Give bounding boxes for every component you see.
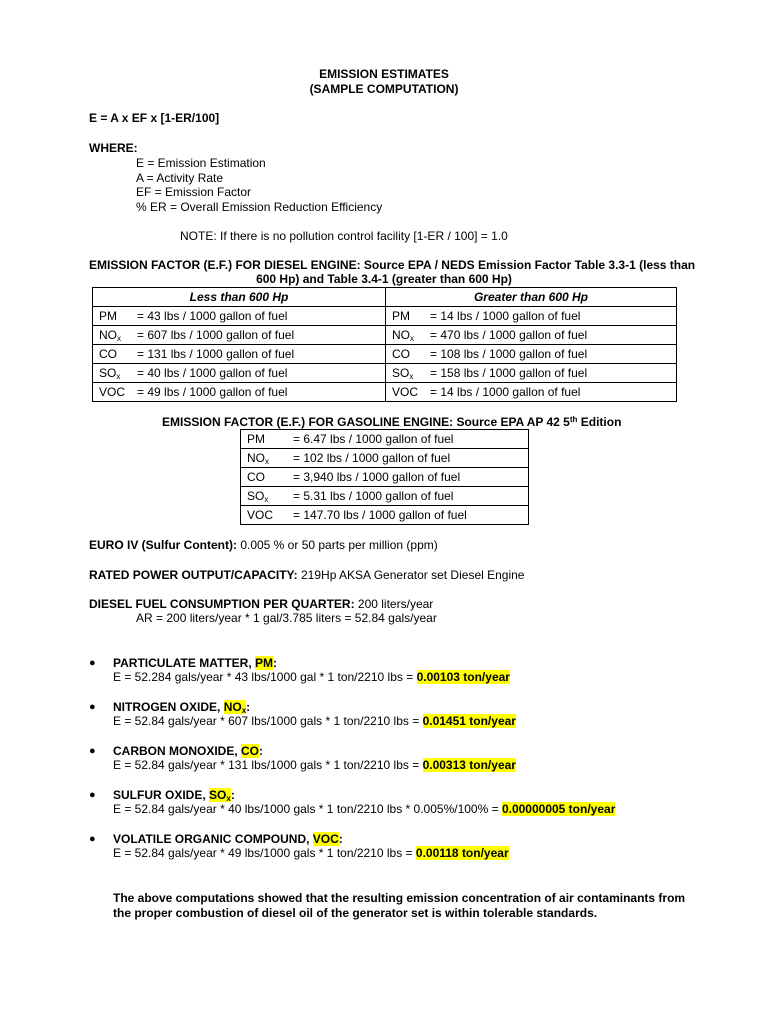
bullet-icon: ●: [89, 789, 96, 801]
fuel-consumption-line: DIESEL FUEL CONSUMPTION PER QUARTER: 200 liters/year: [89, 597, 434, 611]
table-cell: $SO_x = 5.31$ lbs / 1000 gallon of fuel: [241, 487, 529, 506]
euro-iv-line: EURO IV (Sulfur Content): 0.005 % or 50 parts per million (ppm): [89, 538, 438, 552]
diesel-table-header: [93, 288, 677, 307]
pollutant-co-equation: E = 52.84 gals/year * 131 lbs/1000 gals * 1 ton/2210 lbs = 0.00313 ton/year: [113, 758, 516, 772]
table-row: [93, 383, 677, 402]
conclusion-line1: The above computations showed that the resulting emission concentration of air contaminants from: [113, 891, 686, 905]
note: NOTE: If there is no pollution control facility [1-ER / 100] = 1.0: [180, 229, 508, 243]
bullet-icon: ●: [89, 833, 96, 845]
diesel-emission-table: [92, 287, 677, 402]
definition-a: A = Activity Rate: [136, 171, 224, 185]
table-row: [93, 326, 677, 345]
pollutant-voc-equation: E = 52.84 gals/year * 49 lbs/1000 gals * 1 ton/2210 lbs = 0.00118 ton/year: [113, 846, 509, 860]
pollutant-pm-equation: E = 52.284 gals/year * 43 lbs/1000 gal * 1 ton/2210 lbs = 0.00103 ton/year: [113, 670, 510, 684]
document-title: EMISSION ESTIMATES: [319, 67, 449, 81]
activity-rate-line: AR = 200 liters/year * 1 gal/3.785 liters = 52.84 gals/year: [136, 611, 437, 625]
definition-er: % ER = Overall Emission Reduction Efficiency: [136, 200, 383, 214]
rated-power-line: RATED POWER OUTPUT/CAPACITY: 219Hp AKSA Generator set Diesel Engine: [89, 568, 525, 582]
table-cell: VOC = 147.70 lbs / 1000 gallon of fuel: [241, 506, 529, 525]
gasoline-emission-table: [240, 429, 529, 525]
pollutant-nox-equation: E = 52.84 gals/year * 607 lbs/1000 gals * 1 ton/2210 lbs = 0.01451 ton/year: [113, 714, 516, 728]
col-greater-than-600hp: Greater than 600 Hp: [386, 288, 677, 307]
table-row: [241, 468, 529, 487]
diesel-heading-line2: 600 Hp) and Table 3.4-1 (greater than 600 Hp): [256, 272, 512, 286]
table-cell: VOC = 49 lbs / 1000 gallon of fuel: [93, 383, 386, 402]
table-cell: $SO_x = 158$ lbs / 1000 gallon of fuel: [386, 364, 677, 383]
bullet-icon: ●: [89, 657, 96, 669]
table-row: [241, 449, 529, 468]
conclusion-line2: the proper combustion of diesel oil of the generator set is within tolerable standards.: [113, 906, 598, 920]
pollutant-voc-label: VOLATILE ORGANIC COMPOUND, VOC:: [113, 832, 343, 846]
table-cell: CO = 131 lbs / 1000 gallon of fuel: [93, 345, 386, 364]
diesel-heading-line1: EMISSION FACTOR (E.F.) FOR DIESEL ENGINE: Source EPA / NEDS Emission Factor Table 3.3-1 (less than: [89, 258, 696, 272]
table-row: [93, 364, 677, 383]
table-cell: VOC = 14 lbs / 1000 gallon of fuel: [386, 383, 677, 402]
definition-ef: EF = Emission Factor: [136, 185, 252, 199]
table-cell: $SO_x = 40$ lbs / 1000 gallon of fuel: [93, 364, 386, 383]
col-less-than-600hp: Less than 600 Hp: [93, 288, 386, 307]
table-cell: PM = 6.47 lbs / 1000 gallon of fuel: [241, 430, 529, 449]
pollutant-co-label: CARBON MONOXIDE, CO:: [113, 744, 264, 758]
table-cell: PM = 14 lbs / 1000 gallon of fuel: [386, 307, 677, 326]
table-cell: CO = 3,940 lbs / 1000 gallon of fuel: [241, 468, 529, 487]
pollutant-nox-label: NITROGEN OXIDE, $NO_x$:: [113, 700, 251, 715]
table-cell: PM = 43 lbs / 1000 gallon of fuel: [93, 307, 386, 326]
where-label: WHERE:: [89, 141, 138, 155]
table-row: [93, 345, 677, 364]
table-row: [93, 307, 677, 326]
bullet-icon: ●: [89, 701, 96, 713]
table-row: [241, 430, 529, 449]
table-row: [241, 506, 529, 525]
pollutant-pm-label: PARTICULATE MATTER, PM:: [113, 656, 277, 670]
gasoline-heading: EMISSION FACTOR (E.F.) FOR GASOLINE ENGINE: Source EPA AP 42 5th Edition: [162, 415, 622, 429]
formula: E = A x EF x [1-ER/100]: [89, 111, 220, 125]
pollutant-sox-label: SULFUR OXIDE, $SO_x$:: [113, 788, 235, 803]
table-cell: CO = 108 lbs / 1000 gallon of fuel: [386, 345, 677, 364]
document-subtitle: (SAMPLE COMPUTATION): [309, 82, 459, 96]
table-cell: $NO_x = 102$ lbs / 1000 gallon of fuel: [241, 449, 529, 468]
table-cell: $NO_x = 470$ lbs / 1000 gallon of fuel: [386, 326, 677, 345]
definition-e: E = Emission Estimation: [136, 156, 266, 170]
bullet-icon: ●: [89, 745, 96, 757]
table-cell: $NO_x = 607$ lbs / 1000 gallon of fuel: [93, 326, 386, 345]
pollutant-sox-equation: E = 52.84 gals/year * 40 lbs/1000 gals * 1 ton/2210 lbs * 0.005%/100% = 0.00000005 ton/year: [113, 802, 616, 816]
table-row: [241, 487, 529, 506]
